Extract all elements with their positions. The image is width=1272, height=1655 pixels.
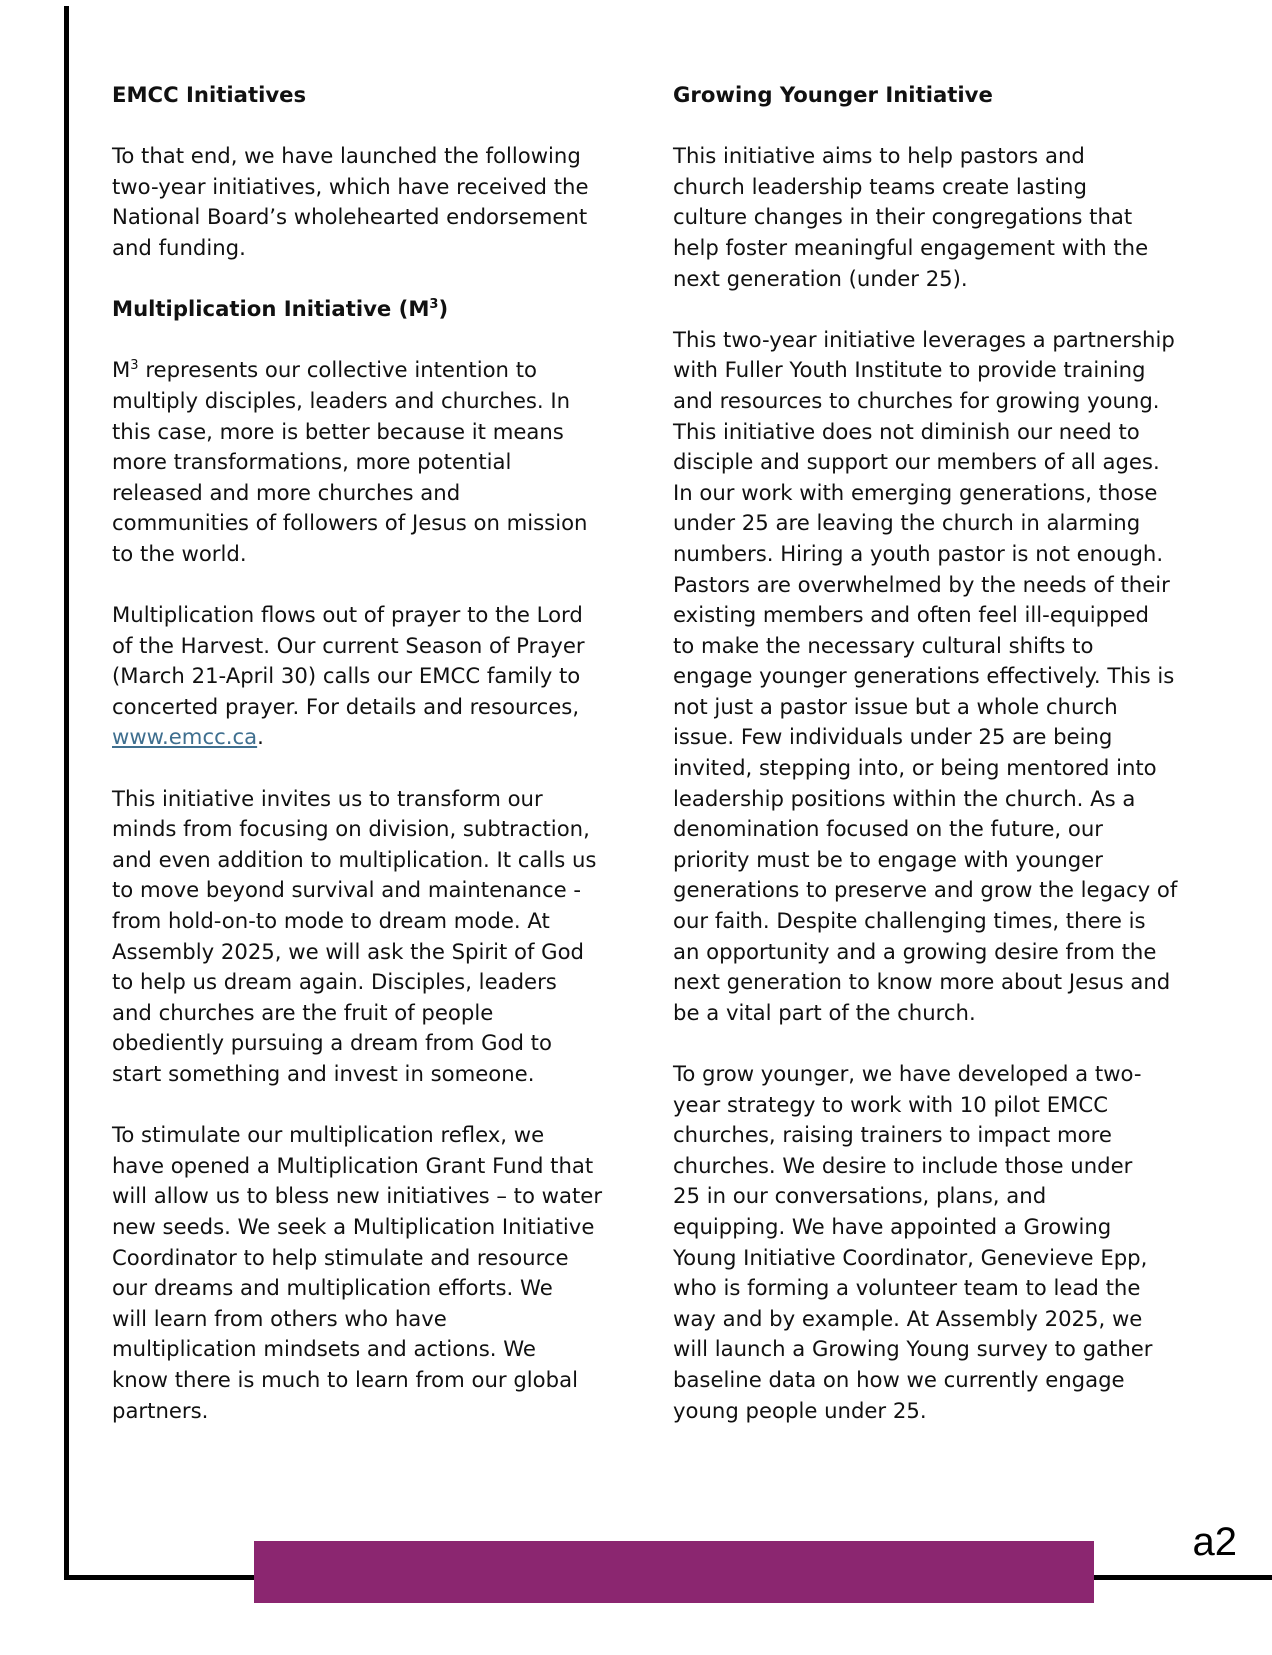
heading-superscript: 3: [429, 297, 439, 313]
text-line: our dreams and multiplication efforts. We: [112, 1275, 553, 1301]
m3-first-line-text: represents our collective intention to: [145, 357, 537, 383]
link-trailing-period: .: [257, 724, 264, 750]
text-line: leadership positions within the church. As a: [673, 785, 1136, 811]
text-line: generations to preserve and grow the legacy of: [673, 877, 1178, 903]
text-line: next generation (under 25).: [673, 265, 968, 291]
heading-growing-younger-initiative: Growing Younger Initiative: [673, 82, 993, 107]
text-line: churches. We desire to include those under: [673, 1152, 1133, 1178]
heading-multiplication-text: Multiplication Initiative (M: [112, 296, 430, 322]
prayer-lines: [112, 600, 612, 722]
text-line: an opportunity and a growing desire from the: [673, 938, 1157, 964]
text-line: will learn from others who have: [112, 1305, 447, 1331]
m3-prefix: M: [112, 357, 131, 383]
text-line: minds from focusing on division, subtraction,: [112, 816, 590, 842]
text-line: will allow us to bless new initiatives – to water: [112, 1183, 603, 1209]
intro-paragraph: [112, 141, 612, 263]
text-line: new seeds. We seek a Multiplication Initiative: [112, 1213, 595, 1239]
text-line: help foster meaningful engagement with the: [673, 234, 1149, 260]
text-line: 25 in our conversations, plans, and: [673, 1183, 1047, 1209]
m3-paragraph: [112, 355, 612, 569]
footer-accent-bar: [254, 1541, 1094, 1603]
text-line: To stimulate our multiplication reflex, we: [112, 1122, 545, 1148]
text-line: who is forming a volunteer team to lead the: [673, 1275, 1141, 1301]
strategy-paragraph: [673, 1059, 1193, 1426]
text-line: communities of followers of Jesus on mission: [112, 510, 588, 536]
heading-close-paren: ): [438, 296, 449, 322]
text-line: concerted prayer. For details and resources,: [112, 693, 580, 719]
text-line: will launch a Growing Young survey to gather: [673, 1336, 1153, 1362]
text-line: Assembly 2025, we will ask the Spirit of God: [112, 938, 585, 964]
text-line: Young Initiative Coordinator, Genevieve Epp,: [673, 1244, 1148, 1270]
text-line: In our work with emerging generations, those: [673, 479, 1158, 505]
heading-multiplication-initiative: [112, 294, 612, 325]
prayer-link-line: [112, 722, 612, 753]
aim-paragraph: [673, 141, 1193, 294]
text-line: start something and invest in someone.: [112, 1061, 535, 1086]
text-line: and even addition to multiplication. It calls us: [112, 846, 597, 872]
text-line: way and by example. At Assembly 2025, we: [673, 1305, 1143, 1331]
text-line: Pastors are overwhelmed by the needs of their: [673, 571, 1170, 597]
text-line: (March 21-April 30) calls our EMCC family to: [112, 663, 581, 689]
text-line: multiplication mindsets and actions. We: [112, 1336, 536, 1362]
text-line: of the Harvest. Our current Season of Prayer: [112, 632, 585, 658]
text-line: and churches are the fruit of people: [112, 999, 494, 1025]
text-line: multiply disciples, leaders and churches. In: [112, 387, 571, 413]
m3-first-line: [112, 355, 612, 386]
text-line: disciple and support our members of all ages.: [673, 449, 1160, 475]
text-line: two-year initiatives, which have received the: [112, 173, 589, 199]
transform-paragraph: [112, 784, 612, 1090]
text-line: know there is much to learn from our global: [112, 1366, 578, 1392]
text-line: from hold-on-to mode to dream mode. At: [112, 908, 550, 934]
text-line: priority must be to engage with younger: [673, 846, 1103, 872]
text-line: invited, stepping into, or being mentored into: [673, 755, 1157, 781]
text-line: and funding.: [112, 234, 246, 260]
page-frame-left-rule: [64, 6, 69, 1580]
text-line: to the world.: [112, 540, 247, 566]
left-column: [112, 80, 612, 1457]
partnership-paragraph: [673, 325, 1193, 1029]
text-line: and resources to churches for growing young.: [673, 387, 1160, 413]
page-number: a2: [1192, 1520, 1237, 1564]
text-line: This initiative does not diminish our need to: [673, 418, 1140, 444]
text-line: year strategy to work with 10 pilot EMCC: [673, 1091, 1108, 1117]
m3-superscript: 3: [130, 358, 139, 374]
text-line: under 25 are leaving the church in alarming: [673, 510, 1141, 536]
text-line: existing members and often feel ill-equipped: [673, 602, 1150, 628]
text-line: obediently pursuing a dream from God to: [112, 1030, 552, 1056]
text-line: denomination focused on the future, our: [673, 816, 1103, 842]
text-line: To grow younger, we have developed a two-: [673, 1061, 1142, 1086]
text-line: National Board’s wholehearted endorsement: [112, 204, 588, 230]
text-line: to make the necessary cultural shifts to: [673, 632, 1094, 658]
text-line: baseline data on how we currently engage: [673, 1366, 1125, 1392]
emcc-website-link[interactable]: www.emcc.ca: [112, 724, 258, 750]
text-line: released and more churches and: [112, 479, 461, 505]
text-line: to help us dream again. Disciples, leaders: [112, 969, 557, 995]
text-line: Multiplication flows out of prayer to the Lord: [112, 602, 583, 628]
text-line: partners.: [112, 1397, 209, 1423]
text-line: more transformations, more potential: [112, 449, 512, 475]
text-line: equipping. We have appointed a Growing: [673, 1213, 1112, 1239]
prayer-paragraph: [112, 600, 612, 753]
heading-emcc-initiatives: EMCC Initiatives: [112, 82, 307, 107]
m3-remaining-lines: [112, 386, 612, 570]
text-line: This initiative aims to help pastors and: [673, 143, 1085, 169]
text-line: culture changes in their congregations that: [673, 204, 1133, 230]
right-column: [673, 80, 1193, 1457]
text-line: this case, more is better because it means: [112, 418, 564, 444]
text-line: numbers. Hiring a youth pastor is not enough.: [673, 540, 1164, 566]
text-line: This two-year initiative leverages a partnership: [673, 326, 1175, 352]
text-line: next generation to know more about Jesus and: [673, 969, 1171, 995]
text-line: engage younger generations effectively. This is: [673, 663, 1175, 689]
text-line: Coordinator to help stimulate and resource: [112, 1244, 569, 1270]
text-line: be a vital part of the church.: [673, 999, 976, 1025]
text-line: To that end, we have launched the following: [112, 143, 581, 169]
text-line: with Fuller Youth Institute to provide training: [673, 357, 1146, 383]
text-line: to move beyond survival and maintenance -: [112, 877, 582, 903]
grant-fund-paragraph: [112, 1120, 612, 1426]
text-line: issue. Few individuals under 25 are being: [673, 724, 1113, 750]
text-line: church leadership teams create lasting: [673, 173, 1087, 199]
text-line: This initiative invites us to transform our: [112, 785, 543, 811]
text-line: young people under 25.: [673, 1397, 927, 1423]
text-line: not just a pastor issue but a whole church: [673, 693, 1118, 719]
text-line: have opened a Multiplication Grant Fund that: [112, 1152, 594, 1178]
text-line: churches, raising trainers to impact more: [673, 1122, 1112, 1148]
text-line: our faith. Despite challenging times, there is: [673, 908, 1146, 934]
